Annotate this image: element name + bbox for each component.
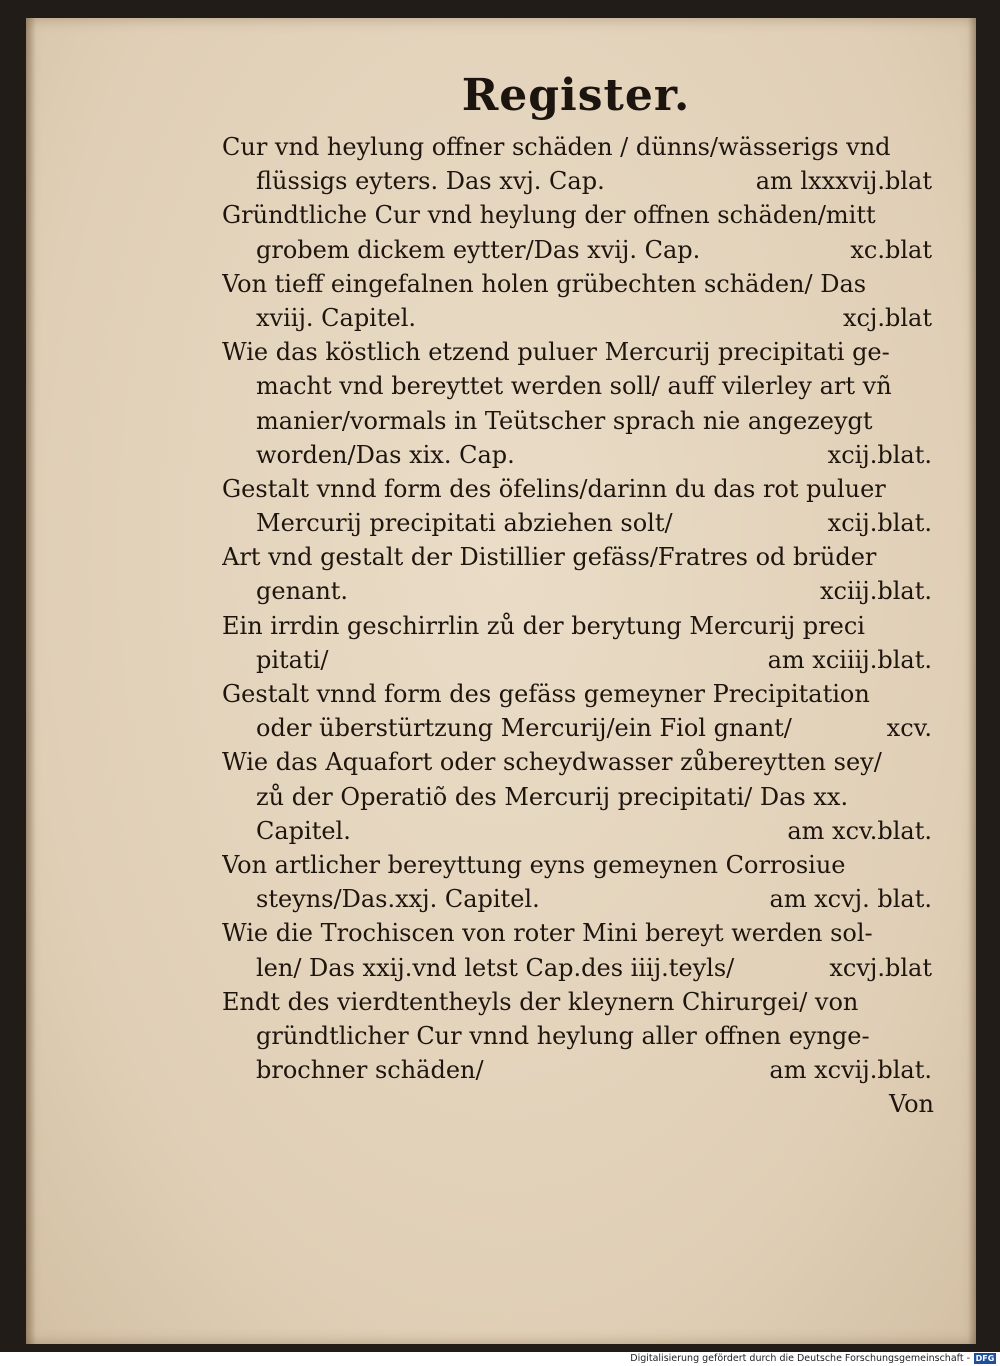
entry-last-line: [222, 1053, 934, 1087]
entry-page-reference: xcj.blat: [842, 303, 932, 332]
entry-last-line: [222, 643, 934, 677]
entry-line: Wie die Trochiscen von roter Mini bereyt werden sol-: [222, 919, 873, 948]
entry-page-reference: am xcvj. blat.: [769, 885, 932, 914]
entry-line: Endt des vierdtentheyls der kleynern Chirurgei/ von: [222, 987, 859, 1016]
entry-page-reference: xc.blat: [850, 235, 932, 264]
register-entry: [222, 198, 934, 266]
entry-last-line: [222, 506, 934, 540]
entry-line: Art vnd gestalt der Distillier gefäss/Fratres od brüder: [222, 543, 877, 572]
entry-line: Wie das köstlich etzend puluer Mercurij precipitati ge-: [222, 338, 890, 367]
entry-page-reference: am xcvij.blat.: [769, 1056, 932, 1085]
register-entry: [222, 985, 934, 1088]
entry-line: Von artlicher bereyttung eyns gemeynen Corrosiue: [222, 850, 846, 879]
entry-text: Capitel.: [256, 816, 351, 845]
entry-line: zů der Operatiõ des Mercurij precipitati/ Das xx.: [256, 782, 849, 811]
entry-page-reference: am lxxxvij.blat: [755, 167, 932, 196]
register-entry: [222, 267, 934, 335]
entry-last-line: [222, 951, 934, 985]
entry-last-line: [222, 882, 934, 916]
register-entry: [222, 916, 934, 984]
entry-page-reference: xcij.blat.: [827, 509, 932, 538]
entry-text: flüssigs eyters. Das xvj. Cap.: [256, 167, 605, 196]
entry-line: Von tieff eingefalnen holen grübechten schäden/ Das: [222, 269, 867, 298]
digitization-footer: [0, 1352, 1000, 1366]
entry-line: Gründtliche Cur vnd heylung der offnen schäden/mitt: [222, 201, 876, 230]
entry-text: genant.: [256, 577, 349, 606]
entry-text: worden/Das xix. Cap.: [256, 440, 515, 469]
entry-line: gründtlicher Cur vnnd heylung aller offnen eynge-: [256, 1021, 870, 1050]
entry-line: Gestalt vnnd form des gefäss gemeyner Precipitation: [222, 680, 870, 708]
entry-page-reference: am xciiij.blat.: [767, 645, 932, 674]
entry-page-reference: am xcv.blat.: [787, 816, 932, 845]
register-entry: [222, 472, 934, 540]
entry-line: macht vnd bereyttet werden soll/ auff vilerley art vñ: [256, 372, 892, 401]
entry-text: xviij. Capitel.: [256, 303, 417, 332]
entry-last-line: [222, 814, 934, 848]
entry-text: brochner schäden/: [256, 1056, 484, 1085]
entry-last-line: [222, 233, 934, 267]
footer-credit: Digitalisierung gefördert durch die Deutsche Forschungsgemeinschaft -: [630, 1353, 970, 1364]
entry-page-reference: xcvj.blat: [829, 953, 932, 982]
entry-text: oder überstürtzung Mercurij/ein Fiol gnant/: [256, 714, 792, 743]
entry-last-line: [222, 438, 934, 472]
register-entry: [222, 848, 934, 916]
page-heading: Register.: [461, 70, 691, 121]
entry-page-reference: xcv.: [886, 714, 932, 743]
dfg-logo: DFG: [975, 1354, 995, 1363]
book-page: [26, 18, 976, 1344]
register-entry: [222, 540, 934, 608]
entry-last-line: [222, 164, 934, 198]
register-entry: [222, 745, 934, 848]
catchword: Von: [888, 1090, 934, 1118]
register-entry: [222, 609, 934, 677]
register-entry: [222, 130, 934, 198]
entry-text: len/ Das xxij.vnd letst Cap.des iiij.teyls/: [256, 953, 735, 982]
entry-line: Wie das Aquafort oder scheydwasser zůbereytten sey/: [222, 748, 882, 777]
entry-text: grobem dickem eytter/Das xvij. Cap.: [256, 235, 701, 264]
entry-line: Cur vnd heylung offner schäden / dünns/wässerigs vnd: [222, 133, 891, 161]
register-list: [222, 130, 934, 1087]
entry-last-line: [222, 574, 934, 608]
entry-page-reference: xciij.blat.: [819, 577, 932, 606]
entry-line: Gestalt vnnd form des öfelins/darinn du das rot puluer: [222, 474, 886, 503]
register-entry: [222, 677, 934, 745]
entry-line: Ein irrdin geschirrlin zů der berytung Mercurij preci: [222, 611, 865, 640]
register-entry: [222, 335, 934, 472]
entry-last-line: [222, 301, 934, 335]
entry-text: steyns/Das.xxj. Capitel.: [256, 885, 540, 914]
entry-text: pitati/: [256, 645, 329, 674]
entry-line: manier/vormals in Teütscher sprach nie angezeygt: [256, 406, 873, 435]
entry-text: Mercurij precipitati abziehen solt/: [256, 509, 673, 538]
entry-page-reference: xcij.blat.: [827, 440, 932, 469]
entry-last-line: [222, 711, 934, 745]
